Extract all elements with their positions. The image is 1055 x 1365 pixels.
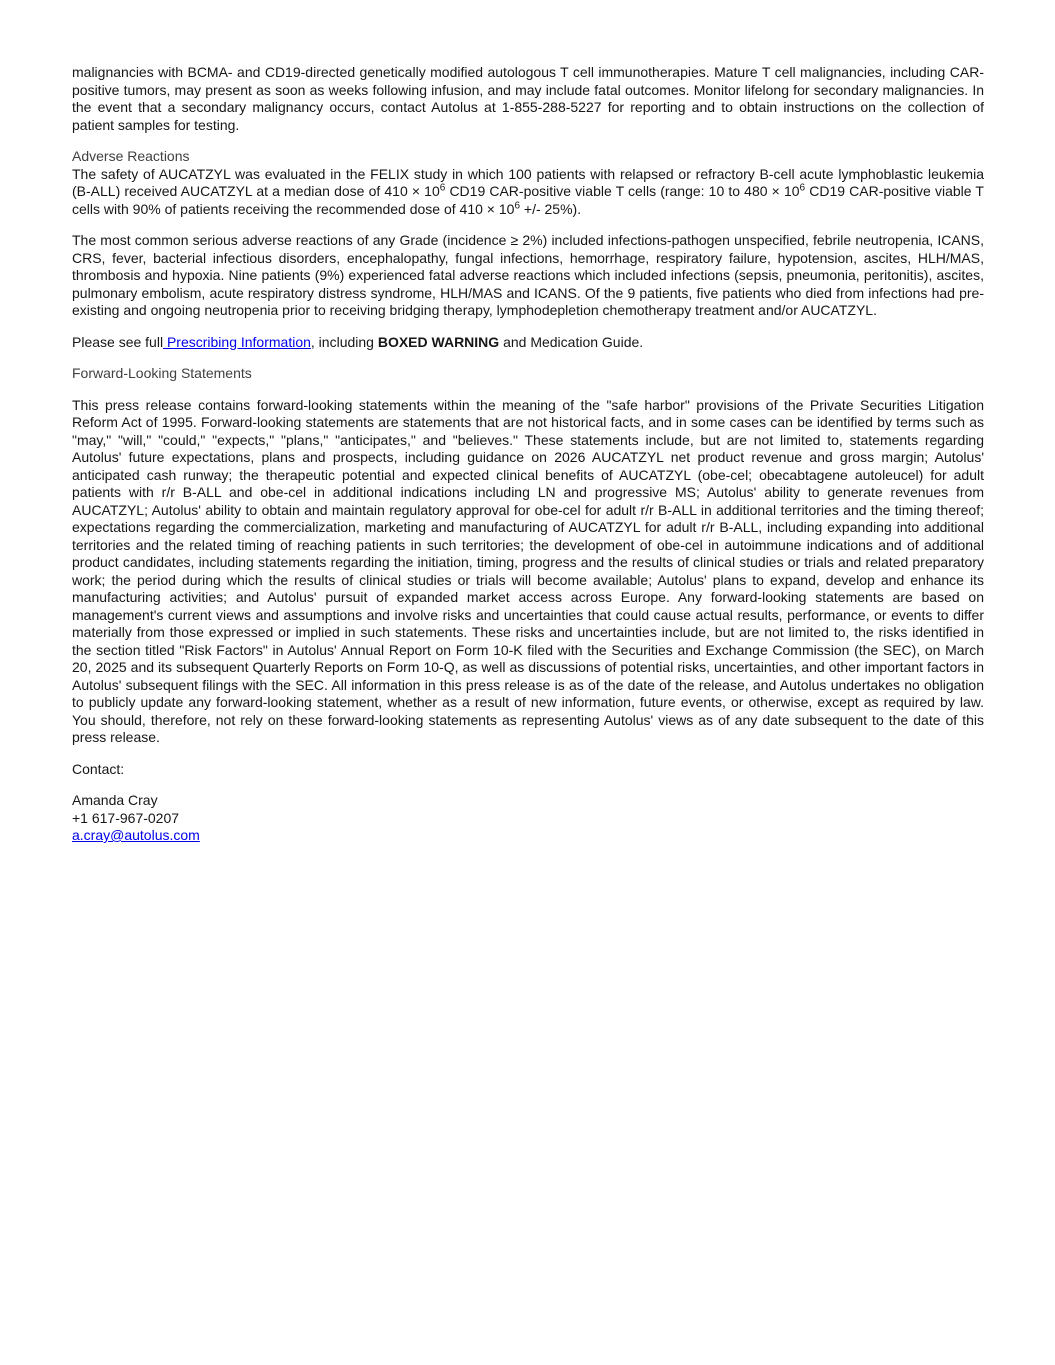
paragraph-felix-safety	[72, 166, 984, 219]
section-heading-forward-looking-statements: Forward-Looking Statements	[72, 365, 252, 381]
felix-safety-text-4: +/- 25%).	[520, 200, 582, 217]
contact-email-link[interactable]: a.cray@autolus.com	[72, 827, 200, 843]
superscript-exponent: 6	[439, 182, 446, 194]
prescribing-text-2: , including	[310, 333, 378, 350]
paragraph-prescribing-information	[72, 334, 984, 352]
superscript-exponent: 6	[799, 182, 806, 194]
paragraph-serious-adverse-reactions: The most common serious adverse reactions of any Grade (incidence ≥ 2%) included infections-pathogen unspecified, febrile neutropenia, ICANS, CRS, fever, bacterial infectious disorders, encephalopathy, fungal infections, hemorrhage, respiratory failure, hypotension, ascites, HLH/MAS, thrombosis and hypoxia. Nine patients (9%) experienced fatal adverse reactions which included infections (sepsis, pneumonia, peritonitis), ascites, pulmonary embolism, acute respiratory distress syndrome, HLH/MAS and ICANS. Of the 9 patients, five patients who died from infections had pre-existing and ongoing neutropenia prior to receiving bridging therapy, lymphodepletion chemotherapy treatment and/or AUCATZYL.	[72, 232, 984, 318]
prescribing-text-1: Please see full	[72, 333, 164, 350]
section-heading-adverse-reactions: Adverse Reactions	[72, 148, 190, 164]
contact-block	[72, 792, 984, 845]
felix-safety-text-1: The safety of AUCATZYL was evaluated in the FELIX study in which 100 patients with relapsed or refractory B-cell acute lymphoblastic leukemia (B-ALL) received AUCATZYL at a median dose of 410 × 10	[72, 165, 984, 199]
contact-heading: Contact:	[72, 760, 125, 777]
superscript-exponent: 6	[514, 199, 520, 211]
contact-phone: +1 617-967-0207	[72, 809, 180, 826]
prescribing-text-3: and Medication Guide.	[499, 333, 644, 350]
contact-name: Amanda Cray	[72, 792, 158, 808]
paragraph-secondary-malignancy: malignancies with BCMA- and CD19-directed genetically modified autologous T cell immunotherapies. Mature T cell malignancies, including CAR-positive tumors, may present as soon as weeks following infusion, and may include fatal outcomes. Monitor lifelong for secondary malignancies. In the event that a secondary malignancy occurs, contact Autolus at 1-855-288-5227 for reporting and to obtain instructions on the collection of patient samples for testing.	[72, 64, 984, 133]
prescribing-information-link[interactable]: Prescribing Information	[163, 333, 311, 350]
felix-safety-text-2: CD19 CAR-positive viable T cells (range: 10 to 480 × 10	[445, 183, 800, 199]
felix-safety-text-3: CD19 CAR-positive viable T cells with 90% of patients receiving the recommended dose of 410 × 10	[72, 183, 984, 217]
paragraph-forward-looking-statements: This press release contains forward-looking statements within the meaning of the "safe harbor" provisions of the Private Securities Litigation Reform Act of 1995. Forward-looking statements are statements that are not historical facts, and in some cases can be identified by terms such as "may," "will," "could," "expects," "plans," "anticipates," and "believes." These statements include, but are not limited to, statements regarding Autolus' future expectations, plans and prospects, including guidance on 2026 AUCATZYL net product revenue and gross margin; Autolus' anticipated cash runway; the therapeutic potential and expected clinical benefits of AUCATZYL (obe-cel; obecabtagene autoleucel) for adult patients with r/r B-ALL and obe-cel in additional indications including LN and progressive MS; Autolus' ability to generate revenues from AUCATZYL; Autolus' ability to obtain and maintain regulatory approval for obe-cel for adult r/r B-ALL in additional territories and the timing thereof; expectations regarding the commercialization, marketing and manufacturing of AUCATZYL for adult r/r B-ALL, including expanding into additional territories and the related timing of reaching patients in such territories; the development of obe-cel in autoimmune indications and of additional product candidates, including statements regarding the initiation, timing, progress and the results of clinical studies or trials and related preparatory work; the period during which the results of clinical studies or trials will become available; Autolus' plans to expand, develop and enhance its manufacturing activities; and Autolus' pursuit of expanded market access across Europe. Any forward-looking statements are based on management's current views and assumptions and involve risks and uncertainties that could cause actual results, performance, or events to differ materially from those expressed or implied in such statements. These risks and uncertainties include, but are not limited to, the risks identified in the section titled "Risk Factors" in Autolus' Annual Report on Form 10-K filed with the Securities and Exchange Commission (the SEC), on March 20, 2025 and its subsequent Quarterly Reports on Form 10-Q, as well as discussions of potential risks, uncertainties, and other important factors in Autolus' subsequent filings with the SEC. All information in this press release is as of the date of the release, and Autolus undertakes no obligation to publicly update any forward-looking statement, whether as a result of new information, future events, or otherwise, except as required by law. You should, therefore, not rely on these forward-looking statements as representing Autolus' views as of any date subsequent to the date of this press release.	[72, 396, 984, 745]
boxed-warning-text: BOXED WARNING	[377, 333, 500, 350]
